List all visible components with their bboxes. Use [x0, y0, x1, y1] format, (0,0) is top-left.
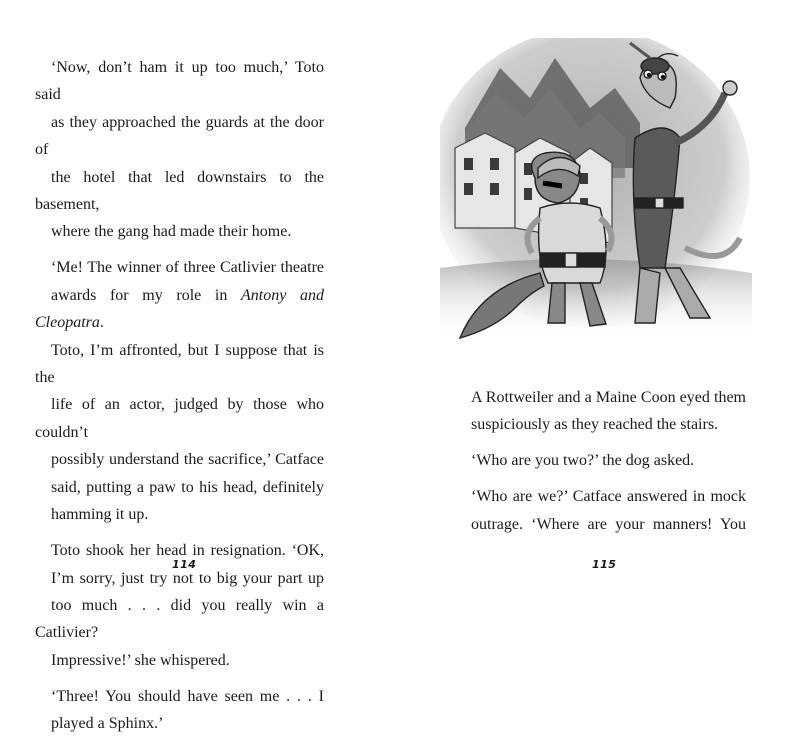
- text-line: suspiciously as they reached the stairs.: [471, 416, 719, 434]
- text-line: ‘Who are you two?’ the dog asked.: [471, 452, 695, 470]
- right-page-text: [455, 384, 746, 538]
- text-line: as they approached the guards at the door of: [35, 113, 324, 159]
- text-line: too much . . . did you really win a Catlivier?: [35, 596, 324, 642]
- book-title: Antony and Cleopatra: [35, 286, 324, 332]
- text-fragment: awards for my role in: [51, 286, 242, 304]
- text-line: ‘Who are we?’ Catface answered in mock: [471, 488, 746, 506]
- paragraph: [455, 483, 746, 538]
- left-page-text: [35, 54, 324, 738]
- paragraph: [455, 384, 746, 439]
- text-line: A Rottweiler and a Maine Coon eyed them: [471, 389, 746, 406]
- text-line: the hotel that led downstairs to the basement,: [35, 168, 324, 214]
- text-line: Impressive!’ she whispered.: [51, 651, 230, 669]
- catface-and-toto-illustration: [440, 38, 752, 343]
- paragraph: [35, 54, 324, 246]
- paragraph: [35, 683, 324, 738]
- text-line: where the gang had made their home.: [51, 223, 292, 241]
- text-line: played a Sphinx.’: [51, 715, 164, 733]
- text-line: possibly understand the sacrifice,’ Catface: [51, 451, 324, 469]
- text-line: ‘Now, don’t ham it up too much,’ Toto said: [35, 59, 324, 104]
- text-line: Toto, I’m affronted, but I suppose that is the: [35, 341, 324, 387]
- text-fragment: .: [99, 314, 104, 332]
- text-line: life of an actor, judged by those who couldn’t: [35, 396, 324, 441]
- text-line: ‘Me! The winner of three Catlivier theatre: [51, 259, 324, 277]
- page-number-right: 115: [592, 558, 617, 571]
- text-line: said, putting a paw to his head, definitely: [51, 478, 324, 496]
- text-line: outrage. ‘Where are your manners! You: [471, 515, 746, 533]
- text-line: ‘Three! You should have seen me . . . I: [51, 687, 324, 705]
- text-line: I’m sorry, just try not to big your part up: [51, 569, 324, 587]
- paragraph: [35, 254, 324, 528]
- text-line: [35, 282, 324, 337]
- text-line: hamming it up.: [51, 506, 149, 524]
- page-number-left: 114: [172, 558, 197, 571]
- paragraph: [455, 447, 746, 474]
- text-line: Toto shook her head in resignation. ‘OK,: [51, 542, 324, 560]
